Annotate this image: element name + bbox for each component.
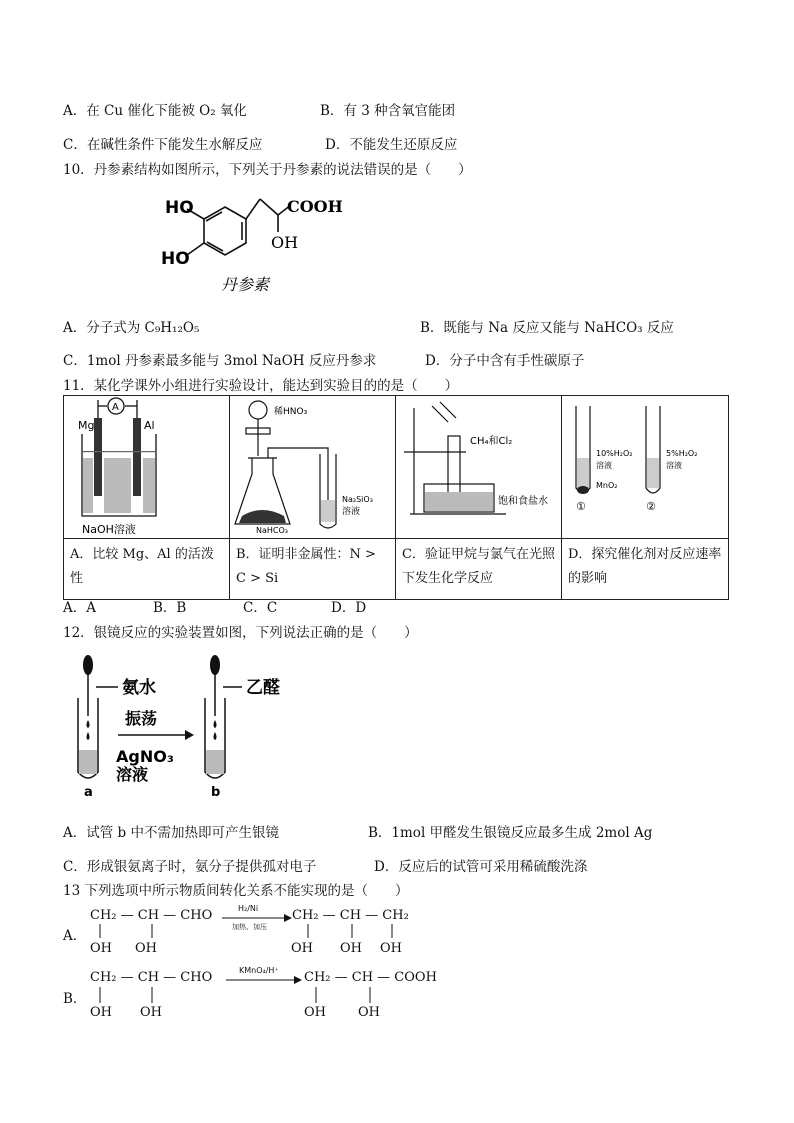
nahco3-label: NaHCO₃ <box>256 526 288 535</box>
oh-label: OH <box>271 233 299 252</box>
experiment-figure-d <box>562 396 729 539</box>
q12-option-d: D．反应后的试管可采用稀硫酸洗涤 <box>374 859 588 875</box>
shake-label: 振荡 <box>125 709 158 728</box>
q13-b-oh-2: OH <box>140 1005 162 1020</box>
tube-b-label: b <box>211 785 221 800</box>
q13-b-product: CH₂ — CH — COOH <box>304 970 437 985</box>
mg-label: Mg <box>78 419 95 432</box>
q13-b-arrow <box>226 976 302 984</box>
agno3-label: AgNO₃ <box>116 747 174 766</box>
q13-a-p-oh-1: OH <box>291 941 313 956</box>
gas-label: CH₄和Cl₂ <box>470 436 513 447</box>
q13-a-product: CH₂ — CH — CH₂ <box>292 908 409 923</box>
compound-name: 丹参素 <box>221 275 270 294</box>
experiment-figure-c <box>396 396 562 539</box>
ammeter-label: A <box>112 402 119 413</box>
solution-1-label: 溶液 <box>596 461 612 470</box>
tube-1-number: ① <box>576 500 586 513</box>
q10-option-d: D．分子中含有手性碳原子 <box>425 353 585 369</box>
q10-option-b: B．既能与 Na 反应又能与 NaHCO₃ 反应 <box>420 320 674 336</box>
caption-b: B．证明非金属性：N > C > Si <box>230 539 396 600</box>
q13-a-reactant: CH₂ — CH — CHO <box>90 908 213 923</box>
tube-a-label: a <box>84 785 93 800</box>
q9-option-a: A．在 Cu 催化下能被 O₂ 氧化 <box>63 103 247 119</box>
q11-option-b: B．B <box>153 600 187 616</box>
experiment-figure-b <box>230 396 396 539</box>
tube-2-number: ② <box>646 500 656 513</box>
q12-option-a: A．试管 b 中不需加热即可产生银镜 <box>63 825 279 841</box>
q13-b-reagent: KMnO₄/H⁺ <box>239 966 279 975</box>
q9-option-b: B．有 3 种含氧官能团 <box>320 103 456 119</box>
ho-bottom-label: HO <box>161 249 190 269</box>
q11-option-c: C．C <box>243 600 278 616</box>
experiment-table <box>63 395 729 600</box>
q13-b-oh-1: OH <box>90 1005 112 1020</box>
naoh-label: NaOH溶液 <box>82 523 136 536</box>
funnel <box>249 401 267 419</box>
q13-b-label: B． <box>63 991 87 1007</box>
q13-a-oh-2: OH <box>135 941 157 956</box>
q13-stem: 13 下列选项中所示物质间转化关系不能实现的是（ ） <box>63 883 409 899</box>
agno3-solution-label: 溶液 <box>116 765 149 784</box>
q9-option-d: D．不能发生还原反应 <box>325 137 458 153</box>
solution-label: 溶液 <box>342 507 361 517</box>
al-electrode <box>133 418 141 496</box>
q13-b-p-oh-1: OH <box>304 1005 326 1020</box>
q13-a-p-oh-3: OH <box>380 941 402 956</box>
ammonia-label: 氨水 <box>122 678 156 698</box>
brine-label: 饱和食盐水 <box>498 496 548 507</box>
na2sio3-label: Na₂SiO₃ <box>342 495 373 504</box>
q10-option-c: C．1mol 丹参素最多能与 3mol NaOH 反应丹参求 <box>63 353 377 369</box>
acid-label: 稀HNO₃ <box>274 407 308 417</box>
q11-option-a: A．A <box>63 600 96 616</box>
mno2-label: MnO₂ <box>596 481 618 490</box>
q13-a-condition: 加热、加压 <box>232 923 267 931</box>
danshensu-structure <box>75 185 343 300</box>
q13-a-arrow <box>222 914 292 922</box>
acetaldehyde-label: 乙醛 <box>246 678 280 698</box>
h2o2-10-label: 10%H₂O₂ <box>596 449 633 458</box>
mg-electrode <box>94 418 102 496</box>
experiment-figure-a <box>64 396 230 539</box>
q13-a-label: A． <box>63 928 87 944</box>
q12-option-c: C．形成银氨离子时，氨分子提供孤对电子 <box>63 859 317 875</box>
q13-b-p-oh-2: OH <box>358 1005 380 1020</box>
cooh-label: COOH <box>287 197 343 216</box>
q13-b-reactant: CH₂ — CH — CHO <box>90 970 213 985</box>
q10-option-a: A．分子式为 C₉H₁₂O₅ <box>63 320 200 336</box>
caption-d: D．探究催化剂对反应速率的影响 <box>562 539 729 600</box>
q13-a-p-oh-2: OH <box>340 941 362 956</box>
q13-a-reagent: H₂/Ni <box>238 904 259 913</box>
q12-stem: 12．银镜反应的实验装置如图，下列说法正确的是（ ） <box>63 625 418 641</box>
q13-a-oh-1: OH <box>90 941 112 956</box>
caption-a: A．比较 Mg、Al 的活泼性 <box>64 539 230 600</box>
al-label: Al <box>144 419 155 432</box>
q11-option-d: D．D <box>331 600 367 616</box>
silver-mirror-apparatus <box>70 650 320 800</box>
h2o2-5-label: 5%H₂O₂ <box>666 449 698 458</box>
ho-top-label: HO <box>165 198 194 218</box>
caption-c: C．验证甲烷与氯气在光照下发生化学反应 <box>396 539 562 600</box>
q11-stem: 11．某化学课外小组进行实验设计，能达到实验目的的是（ ） <box>63 378 459 394</box>
solution-2-label: 溶液 <box>666 461 682 470</box>
q10-stem: 10．丹参素结构如图所示，下列关于丹参素的说法错误的是（ ） <box>63 162 472 178</box>
q12-option-b: B．1mol 甲醛发生银镜反应最多生成 2mol Ag <box>368 825 653 841</box>
q9-option-c: C．在碱性条件下能发生水解反应 <box>63 137 263 153</box>
